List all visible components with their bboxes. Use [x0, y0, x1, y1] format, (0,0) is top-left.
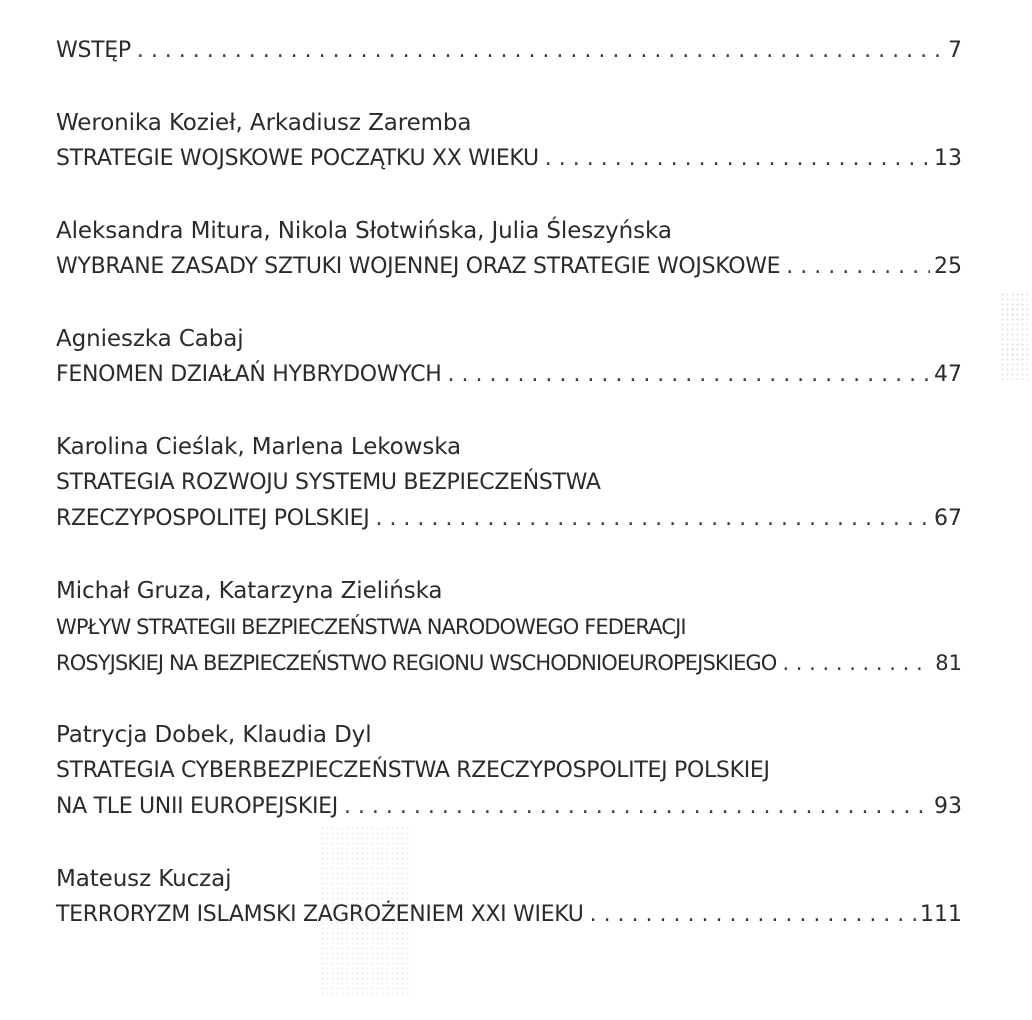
chapter-authors: Agnieszka Cabaj [56, 326, 244, 352]
chapter-authors: Patrycja Dobek, Klaudia Dyl [56, 722, 372, 748]
chapter-title-line: STRATEGIA CYBERBEZPIECZEŃSTWA RZECZYPOSPOLITEJ POLSKIEJ [56, 758, 770, 783]
chapter-title-line: WPŁYW STRATEGII BEZPIECZEŃSTWA NARODOWEGO FEDERACJI [56, 615, 686, 639]
toc-line [56, 501, 962, 537]
toc-entry [56, 573, 962, 681]
chapter-title: WYBRANE ZASADY SZTUKI WOJENNEJ ORAZ STRATEGIE WOJSKOWE [56, 254, 781, 279]
toc-line [56, 645, 962, 681]
chapter-title: ROSYJSKIEJ NA BEZPIECZEŃSTWO REGIONU WSCHODNIOEUROPEJSKIEGO [56, 651, 777, 675]
toc-entry [56, 717, 962, 825]
dot-leader [782, 645, 931, 681]
dot-leader [344, 789, 930, 825]
dot-leader [590, 897, 916, 933]
chapter-title: WSTĘP [56, 38, 131, 63]
chapter-title: STRATEGIE WOJSKOWE POCZĄTKU XX WIEKU [56, 146, 539, 171]
toc-entry [56, 861, 962, 933]
dot-leader [786, 249, 930, 285]
toc-line [56, 357, 962, 393]
toc-entry [56, 321, 962, 393]
chapter-authors: Weronika Kozieł, Arkadiusz Zaremba [56, 110, 472, 136]
table-of-contents [56, 33, 962, 969]
chapter-authors: Michał Gruza, Katarzyna Zielińska [56, 578, 443, 604]
chapter-authors: Aleksandra Mitura, Nikola Słotwińska, Julia Śleszyńska [56, 218, 672, 244]
toc-line [56, 897, 962, 933]
dot-leader [448, 357, 930, 393]
chapter-title: FENOMEN DZIAŁAŃ HYBRYDOWYCH [56, 362, 442, 387]
toc-entry [56, 213, 962, 285]
chapter-title: RZECZYPOSPOLITEJ POLSKIEJ [56, 506, 370, 531]
chapter-title: NA TLE UNII EUROPEJSKIEJ [56, 794, 338, 819]
toc-entry [56, 105, 962, 177]
dot-leader [137, 33, 944, 69]
toc-line [56, 249, 962, 285]
toc-line [56, 789, 962, 825]
chapter-authors: Mateusz Kuczaj [56, 866, 232, 892]
page-number: 13 [934, 146, 962, 171]
dot-leader [375, 501, 930, 537]
page-number: 111 [920, 902, 962, 927]
page-number: 7 [948, 38, 962, 63]
page-number: 81 [935, 651, 962, 675]
scan-noise-right [1000, 292, 1028, 380]
page-number: 93 [934, 794, 962, 819]
toc-line [56, 33, 962, 69]
dot-leader [545, 141, 930, 177]
chapter-title-line: STRATEGIA ROZWOJU SYSTEMU BEZPIECZEŃSTWA [56, 470, 601, 495]
page-number: 25 [934, 254, 962, 279]
page-number: 47 [934, 362, 962, 387]
toc-line [56, 141, 962, 177]
chapter-authors: Karolina Cieślak, Marlena Lekowska [56, 434, 462, 460]
chapter-title: TERRORYZM ISLAMSKI ZAGROŻENIEM XXI WIEKU [56, 902, 584, 927]
toc-entry [56, 429, 962, 537]
page-number: 67 [934, 506, 962, 531]
toc-entry-intro [56, 33, 962, 69]
